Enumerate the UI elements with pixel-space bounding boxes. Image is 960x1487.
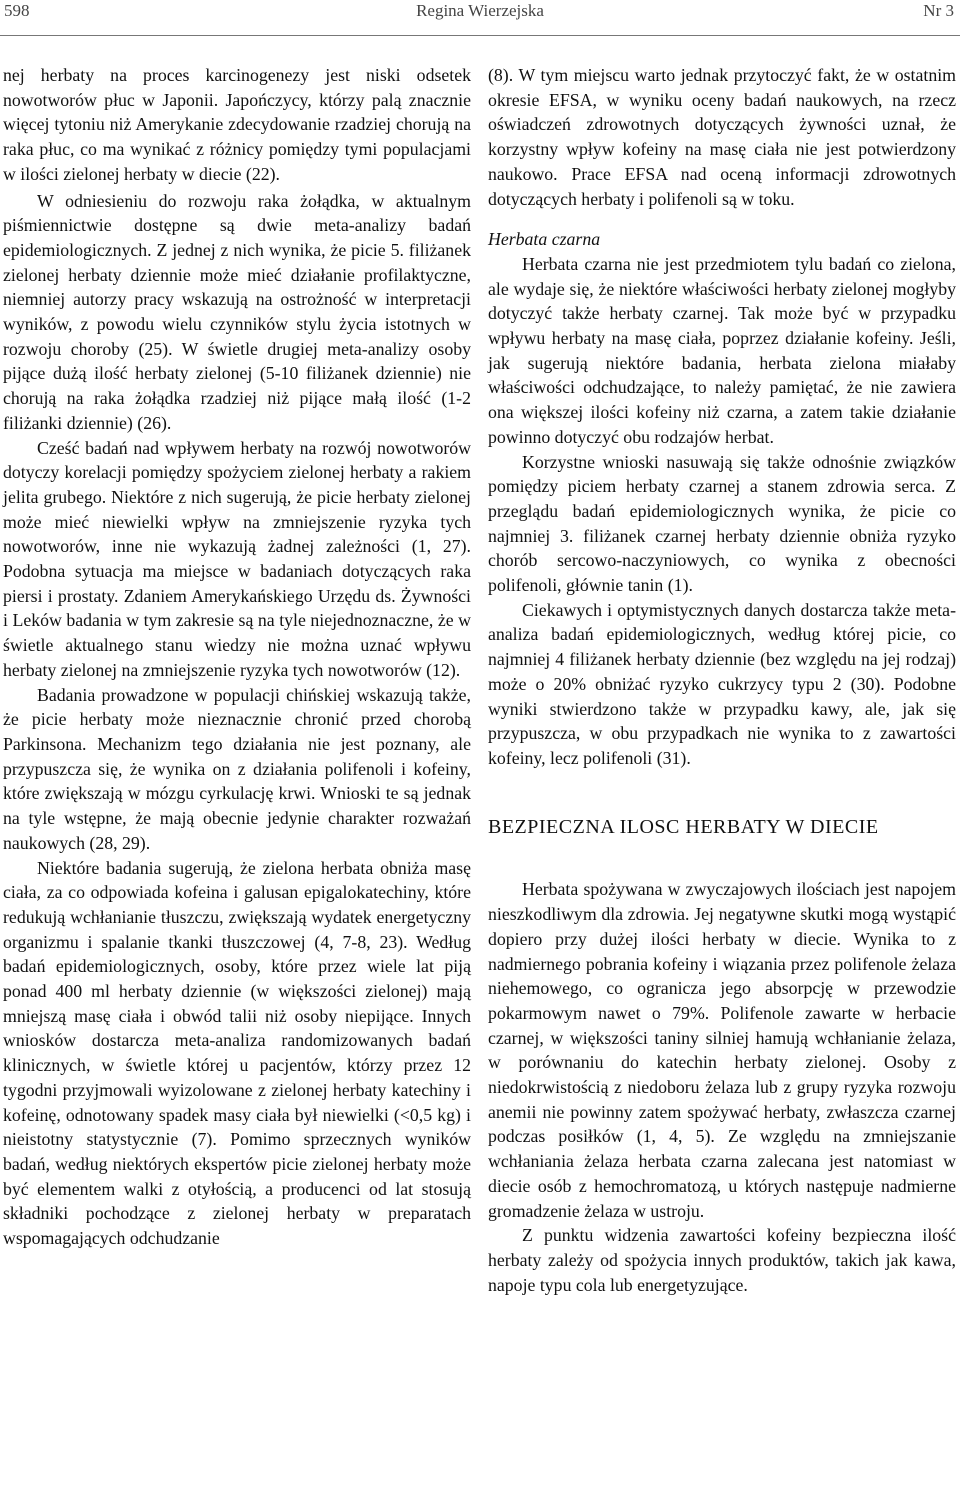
section-heading: BEZPIECZNA ILOSC HERBATY W DIECIE [488, 815, 879, 838]
author-name: Regina Wierzejska [416, 1, 544, 20]
paragraph: Cześć badań nad wpływem herbaty na rozwój nowotworów dotyczy korelacji pomiędzy spożyciem zielonej herbaty a rakiem jelita grubego. Niektóre z nich sugerują, że picie herbaty zielonej może mieć niewielki wpływ na zmniejszenie ryzyka tych nowotworów, inne nie wykazują żadnej zależności (1, 27). Podobna sytuacja ma miejsce w badaniach dotyczących raka piersi i prostaty. Zdaniem Amerykańskiego Urzędu ds. Żywności i Leków badania w tym zakresie są na tyle niejednoznaczne, że w świetle aktualnego stanu wiedzy nie można uznać wpływu herbaty zielonej na zmniejszenie ryzyka tych nowotworów (12). [3, 437, 471, 680]
paragraph: nej herbaty na proces karcinogenezy jest niski odsetek nowotworów płuc w Japonii. Japończycy, którzy palą znacznie więcej tytoniu niż Amerykanie zdecydowanie rzadziej chorują na raka płuc, co ma wynikać z różnicy pomiędzy tymi populacjami w ilości zielonej herbaty w diecie (22). [3, 65, 471, 184]
right-column [488, 63, 956, 1297]
subheading: Herbata czarna [488, 229, 601, 250]
page-number: 598 [4, 1, 30, 20]
paragraph: Herbata czarna nie jest przedmiotem tylu badań co zielona, ale wydaje się, że niektóre właściwości herbaty zielonej mogłyby dotyczyć także herbaty czarnej. Tak może być w przypadku wpływu herbaty na masę ciała, poprzez działanie kofeiny. Jeśli, jak sugerują niektóre badania, herbata zielona miałaby właściwości odchudzające, to należy pamiętać, że nie zawiera ona większej ilości kofeiny niż czarna, a zatem takie działanie powinno dotyczyć obu rodzajów herbat. [488, 253, 956, 447]
paragraph: Ciekawych i optymistycznych danych dostarcza także meta-analiza badań epidemiologicznych, według której picie, co najmniej 4 filiżanek herbaty dziennie (bez względu na jej rodzaj) może o 20% obniżać ryzyko cukrzycy typu 2 (30). Podobne wyniki stwierdzono także w przypadku kawy, ale, jak się przypuszcza, w obu przypadkach nie wynika to z zawartości kofeiny, lecz polifenoli (31). [488, 599, 956, 768]
paragraph: Korzystne wnioski nasuwają się także odnośnie związków pomiędzy piciem herbaty czarnej a stanem zdrowia serca. Z przeglądu badań epidemiologicznych wynika, że picie co najmniej 3. filiżanek czarnej herbaty dziennie obniża ryzyko chorób sercowo-naczyniowych, co wynika z obecności polifenoli, głównie tanin (1). [488, 451, 956, 596]
paragraph: W odniesieniu do rozwoju raka żołądka, w aktualnym piśmiennictwie dostępne są dwie meta-analizy badań epidemiologicznych. Z jednej z nich wynika, że picie 5. filiżanek zielonej herbaty dziennie może mieć działanie profilaktyczne, niemniej autorzy pracy wskazują na ostrożność w interpretacji wyników, z powodu wielu czynników stylu życia istotnych w rozwoju choroby (25). W świetle drugiej meta-analizy osoby pijące dużą ilość herbaty zielonej (5-10 filiżanek dziennie) nie chorują na raka żołądka rzadziej niż pijące małą ilość (1-2 filiżanki dziennie) (26). [3, 190, 471, 433]
paragraph: Niektóre badania sugerują, że zielona herbata obniża masę ciała, za co odpowiada kofeina i galusan epigalokatechiny, które redukują wchłanianie tłuszczu, zwiększają wydatek energetyczny organizmu i spalanie tkanki tłuszczowej (4, 7-8, 23). Według badań epidemiologicznych, osoby, które przez wiele lat piją ponad 400 ml herbaty dziennie (w większości zielonej) mają mniejszą masę ciała i obwód talii niż osoby niepijące. Innych wniosków dostarcza meta-analiza randomizowanych badań klinicznych, w świetle której u pacjentów, którzy przez 12 tygodni przyjmowali wyizolowane z zielonej herbaty katechiny i kofeinę, odnotowany spadek masy ciała był niewielki (<0,5 kg) i nieistotny statystycznie (7). Pomimo sprzecznych wyników badań, według niektórych ekspertów picie zielonej herbaty może być elementem walki z otyłością, a producenci od lat stosują składniki pochodzące z zielonej herbaty w preparatach wspomagających odchudzanie [3, 857, 471, 1249]
paragraph: Badania prowadzone w populacji chińskiej wskazują także, że picie herbaty może nieznacznie chronić przed chorobą Parkinsona. Mechanizm tego działania nie jest poznany, ale przypuszcza się, że wynika on z działania polifenoli i kofeiny, które zwiększają w mózgu cyrkulację krwi. Wnioski te są jednak na tyle wstępne, że mają obecnie jedynie charakter rozważań naukowych (28, 29). [3, 684, 471, 853]
running-header [0, 0, 960, 30]
left-column [3, 63, 471, 1251]
header-rule [0, 35, 960, 36]
paragraph: (8). W tym miejscu warto jednak przytoczyć fakt, że w ostatnim okresie EFSA, w wyniku oceny badań naukowych, na rzecz oświadczeń zdrowotnych dotyczących żywności uznał, że korzystny wpływ kofeiny na masę ciała nie jest potwierdzony naukowo. Prace EFSA nad oceną informacji zdrowotnych dotyczących herbaty i polifenoli są w toku. [488, 65, 956, 209]
issue-number: Nr 3 [923, 1, 954, 20]
paragraph: Herbata spożywana w zwyczajowych ilościach jest napojem nieszkodliwym dla zdrowia. Jej negatywne skutki mogą wystąpić dopiero przy dużej ilości herbaty w diecie. Wynika to z nadmiernego pobrania kofeiny i wiązania przez polifenole żelaza niehemowego, co ogranicza jego absorpcję w przewodzie pokarmowym nawet o 79%. Polifenole zawarte w herbacie czarnej, w większości taniny silniej hamują wchłanianie żelaza, w porównaniu do katechin herbaty zielonej. Osoby z niedokrwistością z niedoboru żelaza lub z grupy ryzyka rozwoju anemii nie powinny zatem spożywać herbaty, zwłaszcza czarnej podczas posiłków (1, 4, 5). Ze względu na zmniejszanie wchłaniania żelaza herbata czarna zalecana jest natomiast w diecie osób z hemochromatozą, u których następuje nadmierne gromadzenie żelaza w ustroju. [488, 879, 956, 1221]
paragraph: Z punktu widzenia zawartości kofeiny bezpieczna ilość herbaty zależy od spożycia innych produktów, takich jak kawa, napoje typu cola lub energetyzujące. [488, 1225, 956, 1295]
